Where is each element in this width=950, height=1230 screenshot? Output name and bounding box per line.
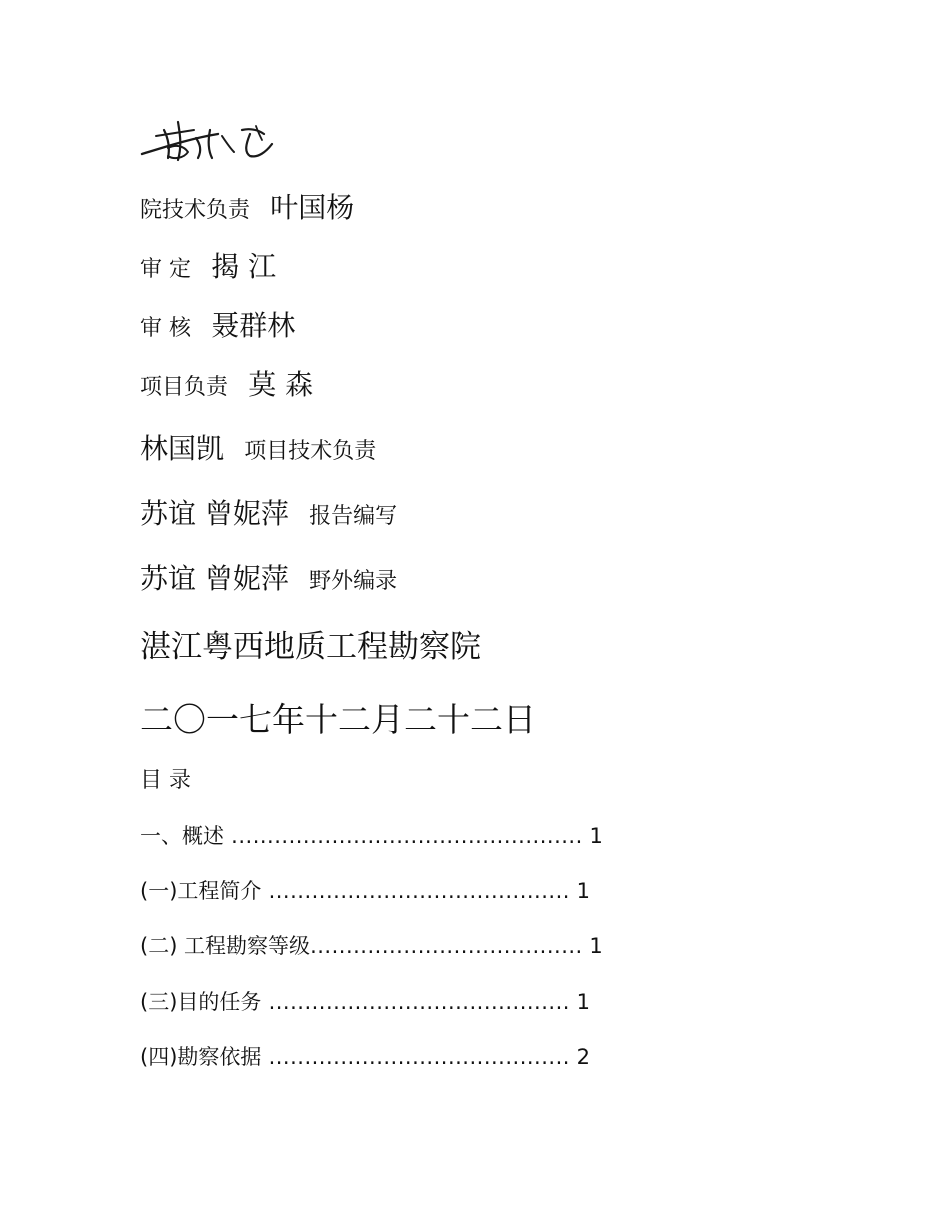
credit-role: 野外编录 — [309, 569, 398, 594]
toc-entry-title: (三)目的任务 — [140, 990, 262, 1014]
toc-entry-dots: .......................................... — [261, 879, 570, 903]
toc-entry-dots: ................................................. — [224, 824, 583, 848]
toc-entry-page: 1 — [576, 879, 590, 903]
approval-role: 审 定 — [140, 257, 191, 282]
approval-row — [140, 368, 314, 401]
toc-entry-title: (二) 工程勘察等级 — [140, 934, 311, 958]
credit-name: 苏谊 曾妮萍 — [140, 562, 289, 595]
credit-name: 苏谊 曾妮萍 — [140, 497, 289, 530]
toc-heading: 目 录 — [140, 768, 191, 793]
toc-entry[interactable] — [140, 881, 590, 902]
toc-entry[interactable] — [140, 1047, 590, 1068]
toc-entry[interactable] — [140, 992, 590, 1013]
toc-entry[interactable] — [140, 936, 603, 957]
toc-entry-page: 1 — [576, 990, 590, 1014]
approval-row — [140, 191, 355, 224]
credit-row — [140, 432, 377, 465]
toc-entry-page: 1 — [589, 934, 603, 958]
approval-name: 莫 森 — [248, 368, 314, 401]
toc-entry-dots: .......................................... — [261, 990, 570, 1014]
credit-name: 林国凯 — [140, 432, 225, 465]
credit-row — [140, 562, 398, 595]
handwritten-signature — [138, 108, 288, 168]
credit-row — [140, 497, 398, 530]
toc-entry-title: (四)勘察依据 — [140, 1045, 262, 1069]
approval-name: 叶国杨 — [270, 191, 355, 224]
toc-entry[interactable] — [140, 826, 603, 847]
report-date: 二〇一七年十二月二十二日 — [140, 700, 536, 739]
approval-row — [140, 309, 296, 342]
approval-role: 项目负责 — [140, 375, 229, 400]
organization-name: 湛江粤西地质工程勘察院 — [140, 629, 481, 665]
credit-role: 项目技术负责 — [244, 439, 377, 464]
approval-row — [140, 250, 277, 283]
toc-entry-title: 一、概述 — [140, 824, 224, 848]
approval-role: 院技术负责 — [140, 198, 251, 223]
toc-entry-page: 2 — [576, 1045, 590, 1069]
approval-name: 聂群林 — [211, 309, 296, 342]
toc-entry-page: 1 — [589, 824, 603, 848]
credit-role: 报告编写 — [309, 504, 398, 529]
toc-entry-dots: .......................................... — [261, 1045, 570, 1069]
approval-role: 审 核 — [140, 316, 191, 341]
toc-entry-dots: ...................................... — [310, 934, 583, 958]
approval-name: 揭 江 — [211, 250, 277, 283]
toc-entry-title: (一)工程简介 — [140, 879, 262, 903]
